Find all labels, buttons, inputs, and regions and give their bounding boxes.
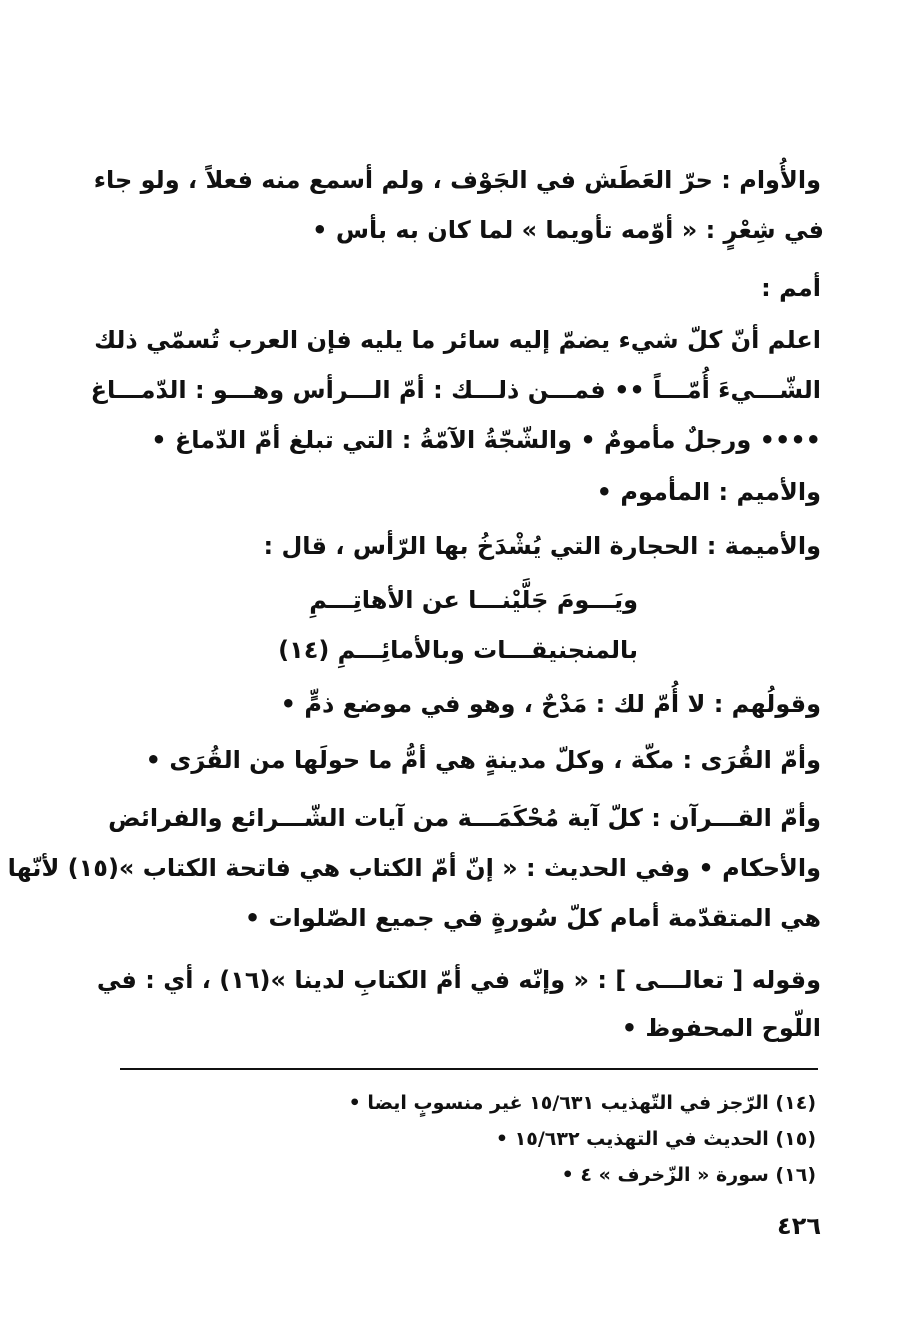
footnote-16: (١٦) سورة « الزّخرف » ٤ • [561, 1164, 816, 1186]
body-line-2: في شِعْرٍ : « أوّمه تأويما » لما كان به بأس • [312, 216, 824, 244]
body-line-6: •••• ورجلٌ مأمومٌ • والشّجّةُ الآمّةُ : التي تبلغ أمّ الدّماغ • [151, 426, 821, 454]
body-line-16: وقوله [ تعالـــى ] : « وإنّه في أمّ الكتابِ لدينا »(١٦) ، أي : في [96, 966, 821, 994]
body-line-14: والأحكام • وفي الحديث : « إنّ أمّ الكتاب هي فاتحة الكتاب »(١٥) لأنّها [7, 854, 821, 882]
footnote-14: (١٤) الرّجز في التّهذيب ١٥/٦٣١ غير منسوبٍ ايضا • [348, 1092, 816, 1114]
footnote-15: (١٥) الحديث في التهذيب ١٥/٦٣٢ • [495, 1128, 816, 1150]
body-line-4: اعلم أنّ كلّ شيء يضمّ إليه سائر ما يليه فإن العرب تُسمّي ذلك [94, 326, 821, 354]
body-line-17: اللّوح المحفوظ • [621, 1014, 821, 1042]
body-line-15: هي المتقدّمة أمام كلّ سُورةٍ في جميع الصّلوات • [244, 904, 821, 932]
verse-line-1: ويَـــومَ جَلَّيْنـــا عن الأهاتِـــمِ [309, 586, 638, 614]
body-line-7: والأميم : المأموم • [596, 478, 821, 506]
body-line-12: وأمّ القُرَى : مكّة ، وكلّ مدينةٍ هي أمُّ ما حولَها من القُرَى • [145, 746, 821, 774]
body-line-11: وقولُهم : لا أُمّ لك : مَدْحٌ ، وهو في موضع ذمٍّ • [280, 690, 821, 718]
page-number: ٤٢٦ [777, 1212, 821, 1240]
verse-line-2: بالمنجنيقـــات وبالأمائِـــمِ (١٤) [278, 636, 638, 664]
footnote-divider [120, 1068, 818, 1070]
body-line-13: وأمّ القـــرآن : كلّ آية مُحْكَمَـــة من آيات الشّـــرائع والفرائض [108, 804, 821, 832]
body-line-1: والأُوام : حرّ العَطَش في الجَوْف ، ولم أسمع منه فعلاً ، ولو جاء [93, 166, 821, 194]
body-line-5: الشّـــيءَ أُمّـــاً •• فمـــن ذلـــك : أمّ الـــرأس وهـــو : الدّمـــاغ [90, 376, 821, 404]
body-line-8: والأميمة : الحجارة التي يُشْدَخُ بها الرّأس ، قال : [263, 532, 821, 560]
entry-heading: أمم : [761, 274, 821, 302]
